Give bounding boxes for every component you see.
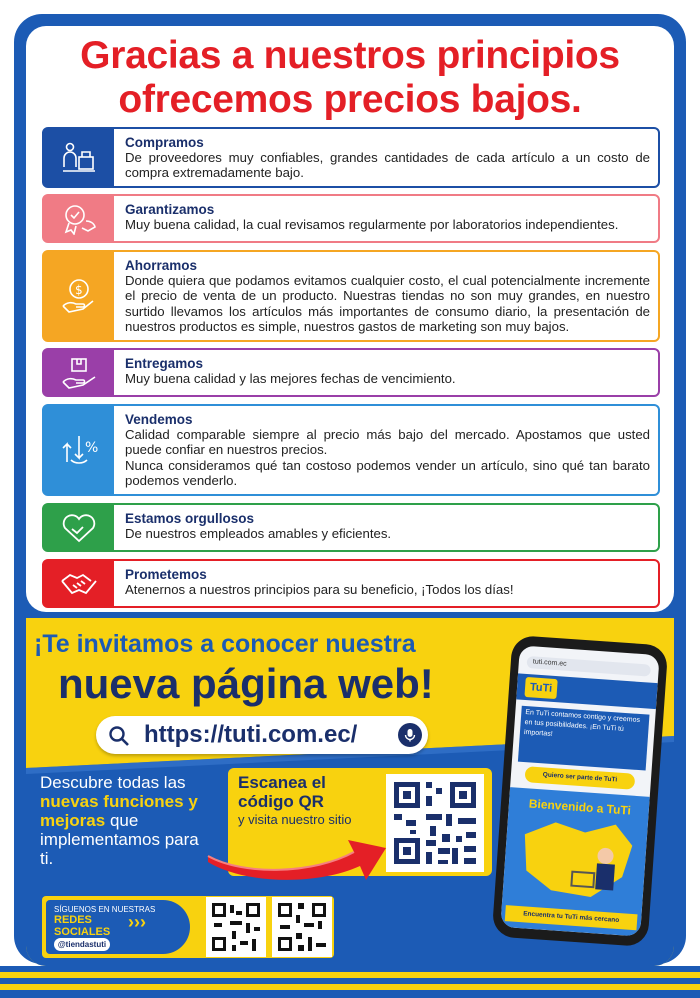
svg-text:$: $ [75, 283, 83, 297]
delivery-box-icon [44, 350, 114, 395]
phone-cta-button[interactable]: Quiero ser parte de TuTi [524, 766, 635, 790]
principle-compramos [42, 127, 660, 188]
headline-line-2: ofrecemos precios bajos. [118, 78, 582, 121]
scan-subtitle: y visita nuestro sitio [238, 812, 352, 827]
map-illustration-icon [510, 814, 640, 906]
invite-line-1: ¡Te invitamos a conocer nuestra [34, 630, 416, 658]
social-qr-code-1[interactable] [206, 897, 266, 957]
microphone-icon[interactable] [398, 723, 422, 747]
invite-line-2: nueva página web! [58, 660, 434, 707]
principle-title: Estamos orgullosos [125, 511, 255, 526]
principle-estamos-orgullosos [42, 503, 660, 552]
principle-text: Donde quiera que podamos evitamos cualquier costo, el cual potencialmente incremente el precio de venta de un producto. Nuestras tiendas no son muy grandes, en nuestro surtido llevamos los artículos más importantes de consumo diario, la presentación de nuestros productos es simple, nuestros gastos de marketing son muy bajos. [125, 273, 650, 334]
principle-text: Atenernos a nuestros principios para su beneficio, ¡Todos los días! [125, 582, 514, 598]
quality-badge-icon [44, 196, 114, 241]
savings-icon [44, 252, 114, 340]
social-qr-code-2[interactable] [272, 897, 332, 957]
principle-garantizamos [42, 194, 660, 243]
phone-mockup [492, 635, 669, 947]
principle-title: Entregamos [125, 356, 204, 371]
svg-text:%: % [85, 440, 99, 456]
url-bar[interactable] [96, 716, 428, 754]
phone-logo: TuTi [524, 677, 557, 699]
bottom-stripes [0, 966, 700, 998]
price-tag-icon [44, 406, 114, 494]
url-text[interactable]: https://tuti.com.ec/ [144, 721, 358, 748]
discover-4: que implementamos para ti. [40, 811, 199, 868]
principle-title: Compramos [125, 135, 204, 150]
discover-3: y mejoras [40, 792, 198, 830]
phone-intro: En TuTi contamos contigo y creemos en tus posibilidades. ¡En TuTi tú importas! [523, 709, 641, 738]
principle-text: De proveedores muy confiables, grandes cantidades de cada artículo a un costo de compra extremadamente bajo. [125, 150, 650, 181]
cart-icon [44, 129, 114, 186]
scan-title: Escanea el código QR [238, 773, 326, 811]
discover-2: nuevas funciones [40, 792, 184, 811]
principle-entregamos [42, 348, 660, 397]
principle-prometemos [42, 559, 660, 608]
social-line-1: SÍGUENOS EN NUESTRAS [54, 905, 156, 914]
principle-text-2: Nunca consideramos qué tan costoso podemos vender un artículo, sino qué tan barato podemos venderlo. [125, 457, 650, 488]
headline-line-1: Gracias a nuestros principios [80, 34, 620, 77]
search-icon [108, 725, 130, 747]
phone-footer: Encuentra tu TuTi más cercano [505, 905, 638, 930]
principle-text: Calidad comparable siempre al precio más bajo del mercado. Apostamos que usted puede confiar en nuestros precios. [125, 427, 650, 458]
social-handle[interactable]: @tiendastuti [54, 938, 110, 951]
discover-text [40, 773, 210, 868]
headline [26, 34, 674, 122]
principle-title: Garantizamos [125, 202, 215, 217]
social-line-2: REDES SOCIALES [54, 914, 111, 938]
principle-title: Prometemos [125, 567, 207, 582]
heart-handshake-icon [44, 505, 114, 550]
chevrons-icon: ››› [128, 912, 146, 932]
promise-handshake-icon [44, 561, 114, 606]
principle-ahorramos [42, 250, 660, 342]
phone-welcome: Bienvenido a TuTi [528, 796, 632, 818]
principle-text: Muy buena calidad, la cual revisamos regularmente por laboratorios independientes. [125, 217, 619, 233]
red-arrow-icon [204, 826, 390, 880]
phone-address-bar: tuti.com.ec [526, 656, 651, 677]
phone-screen [500, 645, 659, 936]
principle-vendemos [42, 404, 660, 496]
website-qr-code[interactable] [386, 774, 484, 872]
discover-1: Descubre todas las [40, 773, 186, 792]
principle-text: Muy buena calidad y las mejores fechas de vencimiento. [125, 371, 456, 387]
principle-title: Vendemos [125, 412, 193, 427]
principle-text: De nuestros empleados amables y eficientes. [125, 526, 392, 542]
principle-title: Ahorramos [125, 258, 198, 273]
